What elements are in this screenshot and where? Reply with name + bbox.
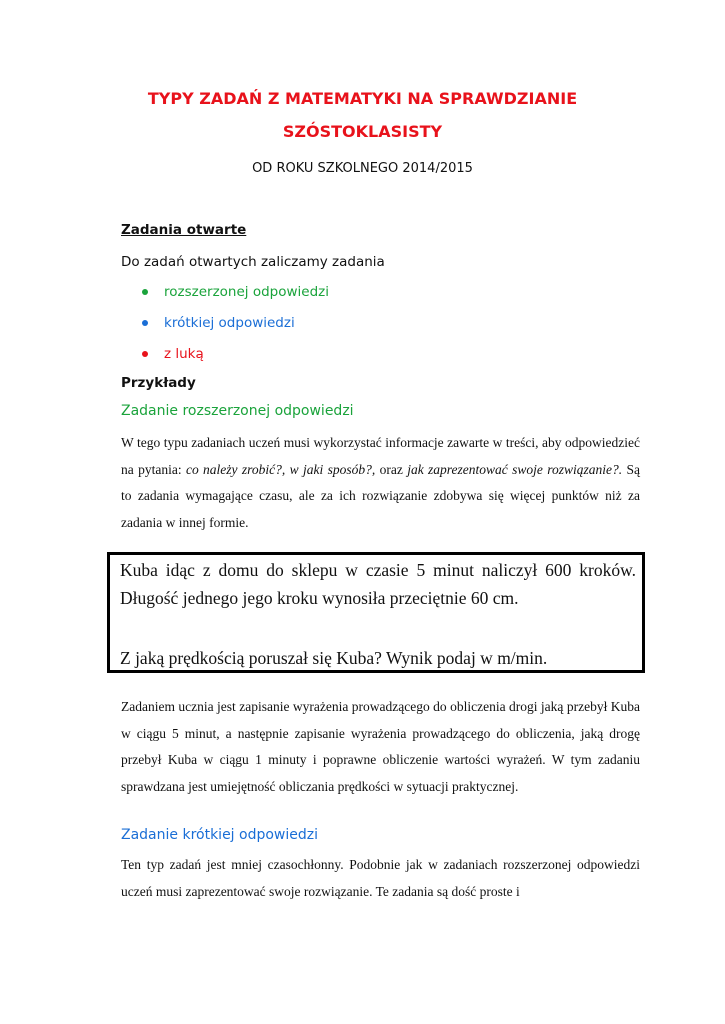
question-text-1: co należy zrobić?, w jaki sposób?,: [185, 461, 376, 477]
document-title-line1: TYPY ZADAŃ Z MATEMATYKI NA SPRAWDZIANIE: [147, 89, 578, 108]
example-task-question: Z jaką prędkością poruszał się Kuba? Wynik podaj w m/min.: [120, 648, 548, 668]
conjunction-text: oraz: [375, 461, 408, 477]
short-task-title: Zadanie krótkiej odpowiedzi: [121, 827, 319, 843]
list-item-label: z luką: [164, 346, 204, 362]
document-subtitle: OD ROKU SZKOLNEGO 2014/2015: [252, 161, 473, 176]
document-title-line2: SZÓSTOKLASISTY: [282, 122, 443, 141]
list-item-label: krótkiej odpowiedzi: [164, 315, 295, 331]
bullet-icon: [142, 289, 148, 295]
bullet-icon: [142, 320, 148, 326]
section-lead: Do zadań otwartych zaliczamy zadania: [121, 254, 385, 270]
short-task-description: Ten typ zadań jest mniej czasochłonny. Podobnie jak w zadaniach rozszerzonej odpowiedzi uczeń musi zaprezentować swoje rozwiązanie. Te zadania są dość proste i: [121, 857, 640, 899]
question-text-2: jak zaprezentować swoje rozwiązanie?.: [407, 461, 623, 477]
list-item: [140, 345, 329, 376]
extended-task-explanation: Zadaniem ucznia jest zapisanie wyrażenia prowadzącego do obliczenia drogi jaką przebył Kuba w ciągu 5 minut, a następnie zapisanie wyrażenia prowadzącego do obliczenia, jaką drogę przebył Kuba w ciągu 1 minuty i poprawne obliczenie wartości wyrażeń. W tym zadaniu sprawdzana jest umiejętność obliczania prędkości w sytuacji praktycznej.: [121, 699, 640, 794]
section-heading-open-tasks: Zadania otwarte: [121, 222, 247, 238]
extended-task-description: [121, 430, 640, 536]
task-type-list: [140, 283, 329, 376]
examples-heading: Przykłady: [121, 375, 196, 391]
list-item: [140, 314, 329, 345]
bullet-icon: [142, 351, 148, 357]
extended-task-title: Zadanie rozszerzonej odpowiedzi: [121, 403, 354, 419]
list-item: [140, 283, 329, 314]
intro-text: W tego typu zadaniach uczeń musi wykorzystać informacje zawarte w treści, aby odpowiedzieć na pytania:: [121, 435, 640, 477]
example-task-text: Kuba idąc z domu do sklepu w czasie 5 minut naliczył 600 kroków. Długość jednego jego kroku wynosiła przeciętnie 60 cm.: [120, 560, 636, 608]
outro-text: Są to zadania wymagające czasu, ale za ich rozwiązanie zdobywa się więcej punktów niż za zadania w innej formie.: [121, 461, 640, 530]
list-item-label: rozszerzonej odpowiedzi: [164, 284, 329, 300]
